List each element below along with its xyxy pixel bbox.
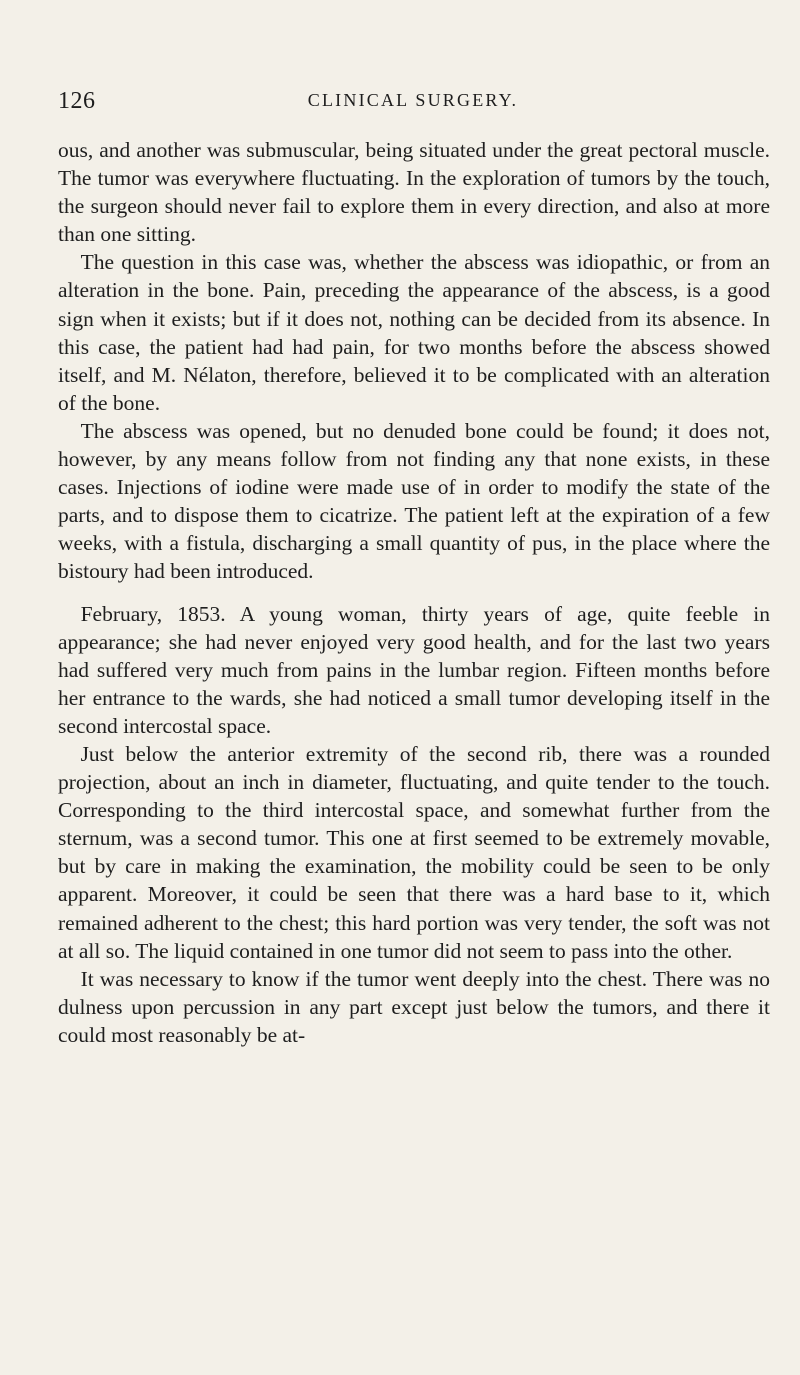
paragraph: The abscess was opened, but no denuded bone could be found; it does not, however, by any means follow from not finding any that none exists, in these cases. Injections of iodine were made use of in order to modify the state of the parts, and to dispose them to cicatrize. The patient left at the expiration of a few weeks, with a fistula, discharging a small quantity of pus, in the place where the bistoury had been introduced.: [58, 418, 770, 584]
paragraph: Just below the anterior extremity of the second rib, there was a rounded projection, about an inch in diameter, fluctuating, and quite tender to the touch. Corresponding to the third intercostal space, and somewhat further from the sternum, was a second tumor. This one at first seemed to be extremely movable, but by care in making the examination, the mobility could be seen to be only apparent. Moreover, it could be seen that there was a hard base to it, which remained adherent to the chest; this hard portion was very tender, the soft was not at all so. The liquid contained in one tumor did not seem to pass into the other.: [58, 741, 770, 963]
paragraph: ous, and another was submuscular, being situated under the great pectoral muscle. The tumor was everywhere fluctuating. In the exploration of tumors by the touch, the surgeon should never fail to explore them in every direction, and also at more than one sitting.: [58, 138, 770, 247]
page-number: 126: [58, 88, 96, 114]
running-head: [58, 88, 758, 120]
paragraph: It was necessary to know if the tumor went deeply into the chest. There was no dulness upon percussion in any part except just below the tumors, and there it could most reasonably be at-: [58, 966, 770, 1047]
body-text: [58, 136, 770, 1049]
paragraph: February, 1853. A young woman, thirty years of age, quite feeble in appearance; she had never enjoyed very good health, and for the last two years had suffered very much from pains in the lumbar region. Fifteen months before her entrance to the wards, she had noticed a small tumor developing itself in the second intercostal space.: [58, 601, 770, 738]
paragraph: The question in this case was, whether the abscess was idiopathic, or from an alteration in the bone. Pain, preceding the appearance of the abscess, is a good sign when it exists; but if it does not, nothing can be decided from its absence. In this case, the patient had had pain, for two months before the abscess showed itself, and M. Nélaton, therefore, believed it to be complicated with an alteration of the bone.: [58, 250, 770, 415]
running-title: CLINICAL SURGERY.: [307, 90, 519, 110]
